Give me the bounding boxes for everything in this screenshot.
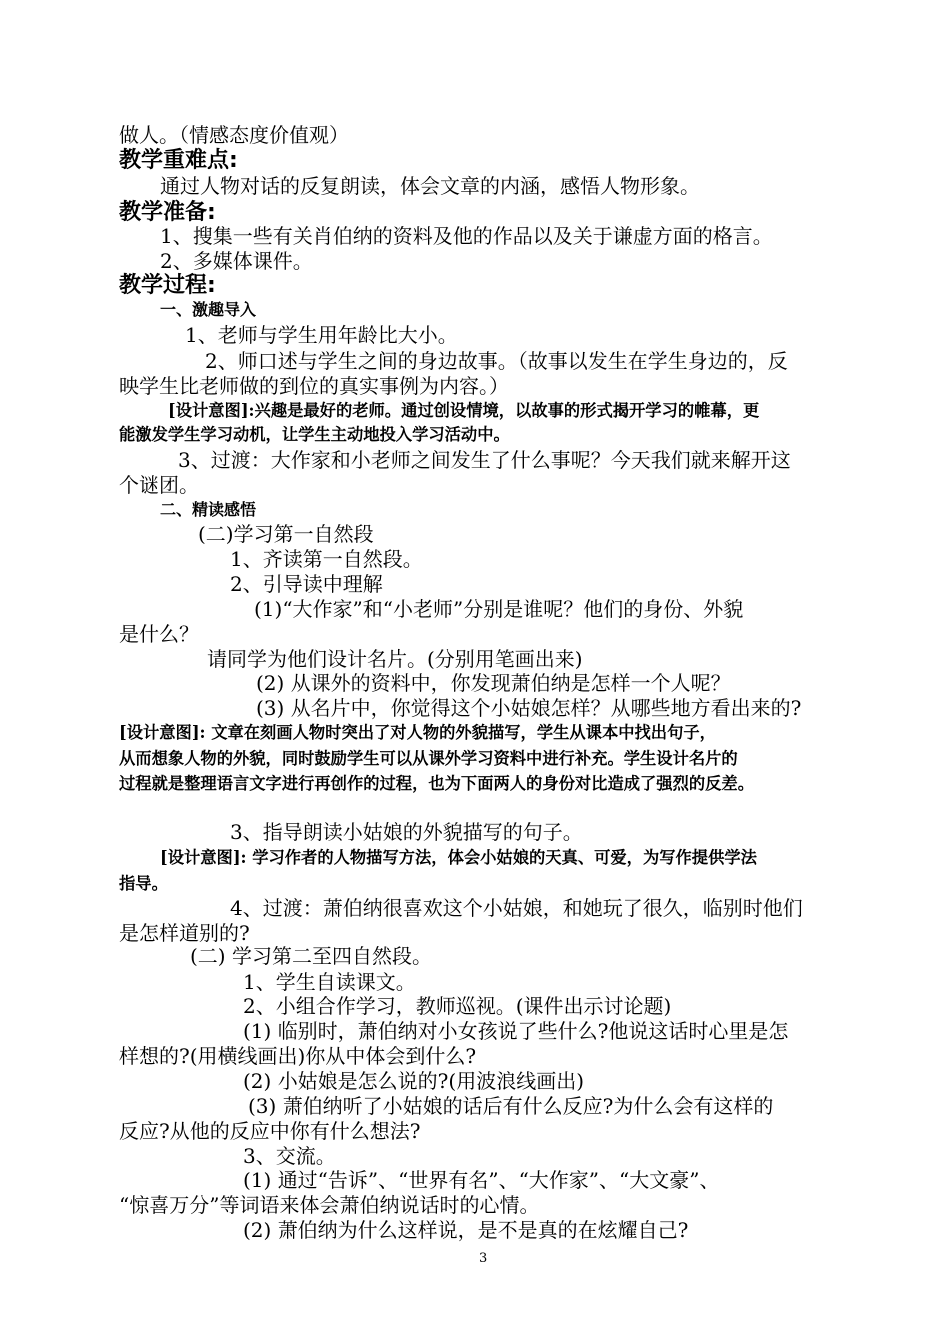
text-line: 4、过渡：萧伯纳很喜欢这个小姑娘，和她玩了很久，临别时他们 (230, 896, 803, 920)
text-line: (1) 通过“告诉”、“世界有名”、“大作家”、“大文豪”、 (243, 1168, 720, 1192)
text-line: (1) 临别时，萧伯纳对小女孩说了些什么?他说这话时心里是怎 (243, 1019, 789, 1043)
text-line: (3) 从名片中，你觉得这个小姑娘怎样？从哪些地方看出来的? (256, 696, 802, 720)
text-line: 2、引导读中理解 (230, 572, 383, 596)
subsection-heading: 一、激趣导入 (160, 300, 257, 319)
section-heading-process: 教学过程: (119, 273, 216, 298)
text-line: 3、指导朗读小姑娘的外貌描写的句子。 (230, 820, 583, 844)
text-line: (2) 萧伯纳为什么这样说，是不是真的在炫耀自己? (243, 1218, 689, 1242)
design-intent-note: 指导。 (119, 874, 168, 893)
design-intent-note: [设计意图]:兴趣是最好的老师。通过创设情境，以故事的形式揭开学习的帷幕，更 (168, 401, 760, 420)
text-line: 反应?从他的反应中你有什么想法? (119, 1119, 421, 1143)
design-intent-note: 从而想象人物的外貌，同时鼓励学生可以从课外学习资料中进行补充。学生设计名片的 (119, 749, 738, 768)
subsection-heading: 二、精读感悟 (160, 500, 257, 519)
text-line: 1、齐读第一自然段。 (230, 547, 423, 571)
text-line: 是怎样道别的? (119, 921, 250, 945)
text-line: 个谜团。 (119, 473, 199, 497)
text-line: 映学生比老师做的到位的真实事例为内容。） (119, 374, 509, 398)
section-heading-key-points: 教学重难点: (119, 148, 238, 173)
text-line: “惊喜万分”等词语来体会萧伯纳说话时的心情。 (119, 1193, 540, 1217)
text-line: 2、多媒体课件。 (160, 249, 313, 273)
text-line: 2、小组合作学习，教师巡视。(课件出示讨论题) (243, 994, 672, 1018)
text-line: 请同学为他们设计名片。(分别用笔画出来) (207, 647, 583, 671)
text-line: 1、老师与学生用年龄比大小。 (185, 323, 458, 347)
text-line: 1、搜集一些有关肖伯纳的资料及他的作品以及关于谦虚方面的格言。 (160, 224, 773, 248)
text-line: 通过人物对话的反复朗读，体会文章的内涵，感悟人物形象。 (160, 174, 700, 198)
text-line: (2) 小姑娘是怎么说的?(用波浪线画出) (243, 1069, 585, 1093)
text-line: (2) 从课外的资料中，你发现萧伯纳是怎样一个人呢？ (256, 671, 731, 695)
text-line: 是什么？ (119, 622, 199, 646)
text-line: 2、师口述与学生之间的身边故事。（故事以发生在学生身边的，反 (205, 349, 788, 373)
text-line: (3) 萧伯纳听了小姑娘的话后有什么反应?为什么会有这样的 (248, 1094, 774, 1118)
text-line: 做人。（情感态度价值观） (119, 123, 349, 147)
design-intent-note: 过程就是整理语言文字进行再创作的过程，也为下面两人的身份对比造成了强烈的反差。 (119, 774, 754, 793)
section-heading-preparation: 教学准备: (119, 200, 216, 225)
text-line: (二)学习第一自然段 (198, 522, 374, 546)
text-line: 1、学生自读课文。 (243, 970, 416, 994)
text-line: (1)“大作家”和“小老师”分别是谁呢？他们的身份、外貌 (254, 597, 744, 621)
page-number: 3 (479, 1251, 488, 1266)
design-intent-note: 能激发学生学习动机，让学生主动地投入学习活动中。 (119, 425, 510, 444)
text-line: 3、交流。 (243, 1144, 336, 1168)
text-line: 样想的?(用横线画出)你从中体会到什么? (119, 1044, 477, 1068)
design-intent-note: [设计意图]: 文章在刻画人物时突出了对人物的外貌描写，学生从课本中找出句子， (119, 723, 716, 742)
design-intent-note: [设计意图]: 学习作者的人物描写方法，体会小姑娘的天真、可爱，为写作提供学法 (160, 848, 757, 867)
text-line: 3、过渡：大作家和小老师之间发生了什么事呢？今天我们就来解开这 (178, 448, 791, 472)
text-line: (二) 学习第二至四自然段。 (190, 944, 432, 968)
